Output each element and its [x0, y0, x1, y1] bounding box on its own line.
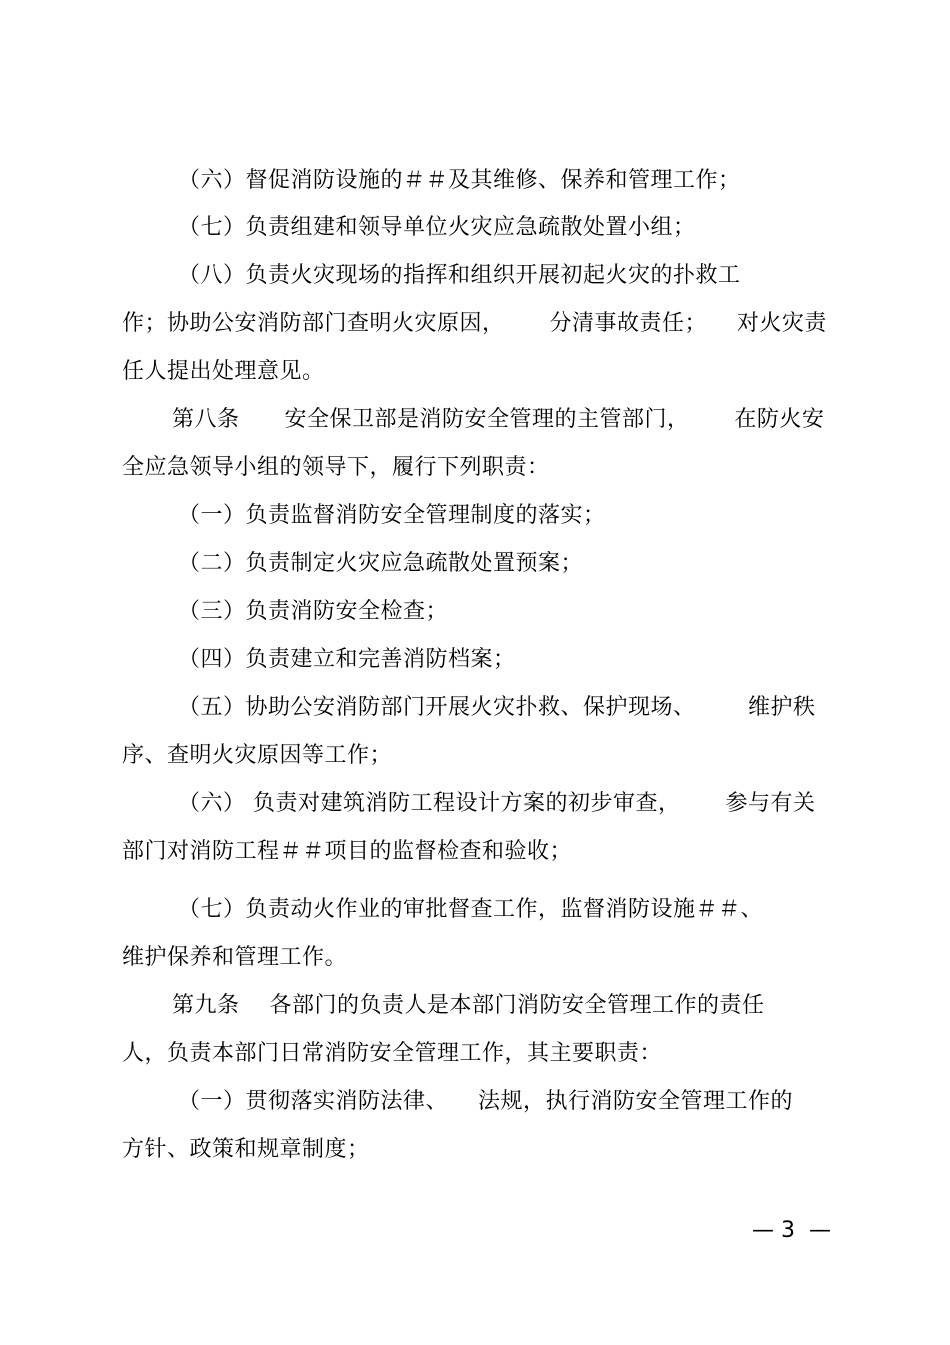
text-line: 全应急领导小组的领导下，履行下列职责： [122, 455, 550, 480]
text-line: （一）负责监督消防安全管理制度的落实； [178, 503, 606, 528]
text-line: 维护保养和管理工作。 [122, 945, 348, 970]
text-line: （二）负责制定火灾应急疏散处置预案； [178, 551, 584, 576]
text-line: 序、查明火灾原因等工作； [122, 743, 393, 768]
page-number: — 3 — [752, 1218, 831, 1243]
text-line: （八）负责火灾现场的指挥和组织开展初起火灾的扑救工 [178, 263, 741, 288]
text-line: （四）负责建立和完善消防档案； [178, 647, 516, 672]
text-line: （五）协助公安消防部门开展火灾扑救、保护现场、 维护秩 [178, 695, 816, 720]
text-line: 人，负责本部门日常消防安全管理工作，其主要职责： [122, 1041, 663, 1066]
text-line: （七）负责组建和领导单位火灾应急疏散处置小组； [178, 215, 696, 240]
text-line: 作；协助公安消防部门查明火灾原因， 分清事故责任； 对火灾责 [122, 311, 827, 336]
text-line: 第八条 安全保卫部是消防安全管理的主管部门， 在防火安 [172, 407, 825, 432]
text-line: （六）督促消防设施的＃＃及其维修、保养和管理工作； [178, 168, 741, 193]
text-line: 任人提出处理意见。 [122, 359, 325, 384]
text-line: 方针、政策和规章制度； [122, 1137, 370, 1162]
text-line: （七）负责动火作业的审批督查工作，监督消防设施＃＃、 [178, 897, 764, 922]
text-line: 第九条 各部门的负责人是本部门消防安全管理工作的责任 [172, 993, 765, 1018]
text-line: （六） 负责对建筑消防工程设计方案的初步审查， 参与有关 [178, 791, 816, 816]
text-line: （三）负责消防安全检查； [178, 599, 449, 624]
text-line: （一）贯彻落实消防法律、 法规，执行消防安全管理工作的 [178, 1089, 793, 1114]
text-line: 部门对消防工程＃＃项目的监督检查和验收； [122, 839, 573, 864]
